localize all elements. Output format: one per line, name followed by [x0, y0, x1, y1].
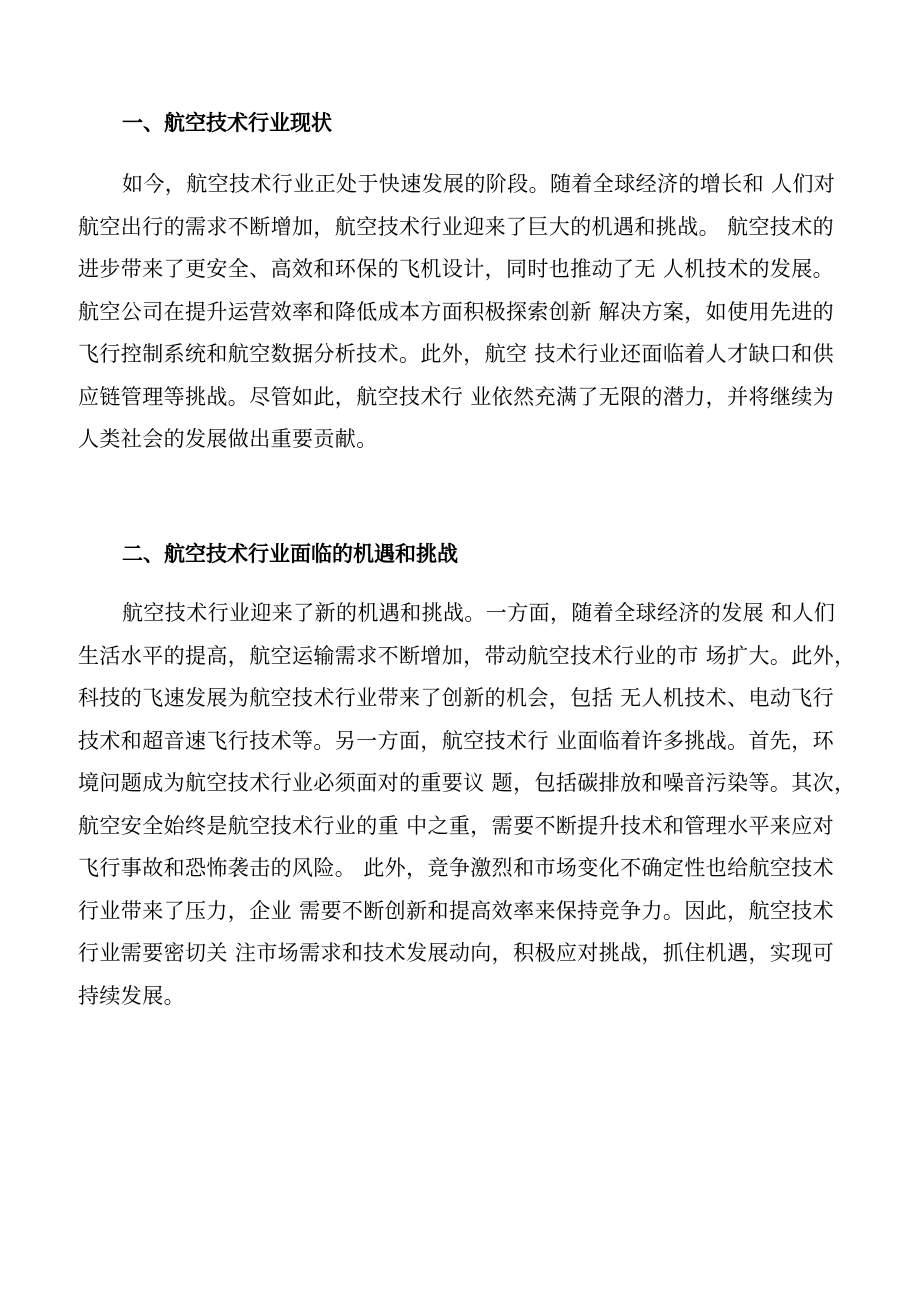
paragraph-line: 生活水平的提高，航空运输需求不断增加，带动航空技术行业的市 场扩大。此外， [78, 643, 856, 668]
paragraph-line: 航空安全始终是航空技术行业的重 中之重，需要不断提升技术和管理水平来应对 [78, 813, 835, 838]
paragraph-line: 科技的飞速发展为航空技术行业带来了创新的机会，包括 无人机技术、电动飞行 [78, 686, 835, 710]
section-heading-status: 一、航空技术行业现状 [122, 111, 332, 135]
section-heading-opportunities: 二、航空技术行业面临的机遇和挑战 [122, 542, 458, 566]
paragraph-line: 航空技术行业迎来了新的机遇和挑战。一方面，随着全球经济的发展 和人们 [122, 601, 836, 625]
paragraph-line: 航空公司在提升运营效率和降低成本方面积极探索创新 解决方案，如使用先进的 [78, 299, 835, 324]
paragraph-line: 航空出行的需求不断增加，航空技术行业迎来了巨大的机遇和挑战。 航空技术的 [78, 214, 835, 239]
paragraph-line: 飞行控制系统和航空数据分析技术。此外，航空 技术行业还面临着人才缺口和供 [78, 342, 835, 366]
section-paragraph-opportunities [78, 592, 858, 1017]
paragraph-line: 行业需要密切关 注市场需求和技术发展动向，积极应对挑战，抓住机遇，实现可 [78, 941, 835, 965]
paragraph-line: 行业带来了压力，企业 需要不断创新和提高效率来保持竞争力。因此，航空技术 [78, 898, 835, 923]
paragraph-line: 技术和超音速飞行技术等。另一方面，航空技术行 业面临着许多挑战。首先，环 [78, 728, 835, 753]
paragraph-line: 进步带来了更安全、高效和环保的飞机设计，同时也推动了无 人机技术的发展。 [78, 257, 835, 281]
paragraph-line: 人类社会的发展做出重要贡献。 [78, 427, 378, 451]
paragraph-line: 应链管理等挑战。尽管如此，航空技术行 业依然充满了无限的潜力，并将继续为 [78, 384, 835, 409]
paragraph-line: 飞行事故和恐怖袭击的风险。 此外，竞争激烈和市场变化不确定性也给航空技术 [78, 856, 835, 880]
paragraph-line: 如今，航空技术行业正处于快速发展的阶段。随着全球经济的增长和 人们对 [122, 172, 836, 196]
section-paragraph-status [78, 163, 858, 461]
paragraph-line: 持续发展。 [78, 983, 185, 1008]
paragraph-line: 境问题成为航空技术行业必须面对的重要议 题，包括碳排放和噪音污染等。其次， [78, 771, 856, 795]
